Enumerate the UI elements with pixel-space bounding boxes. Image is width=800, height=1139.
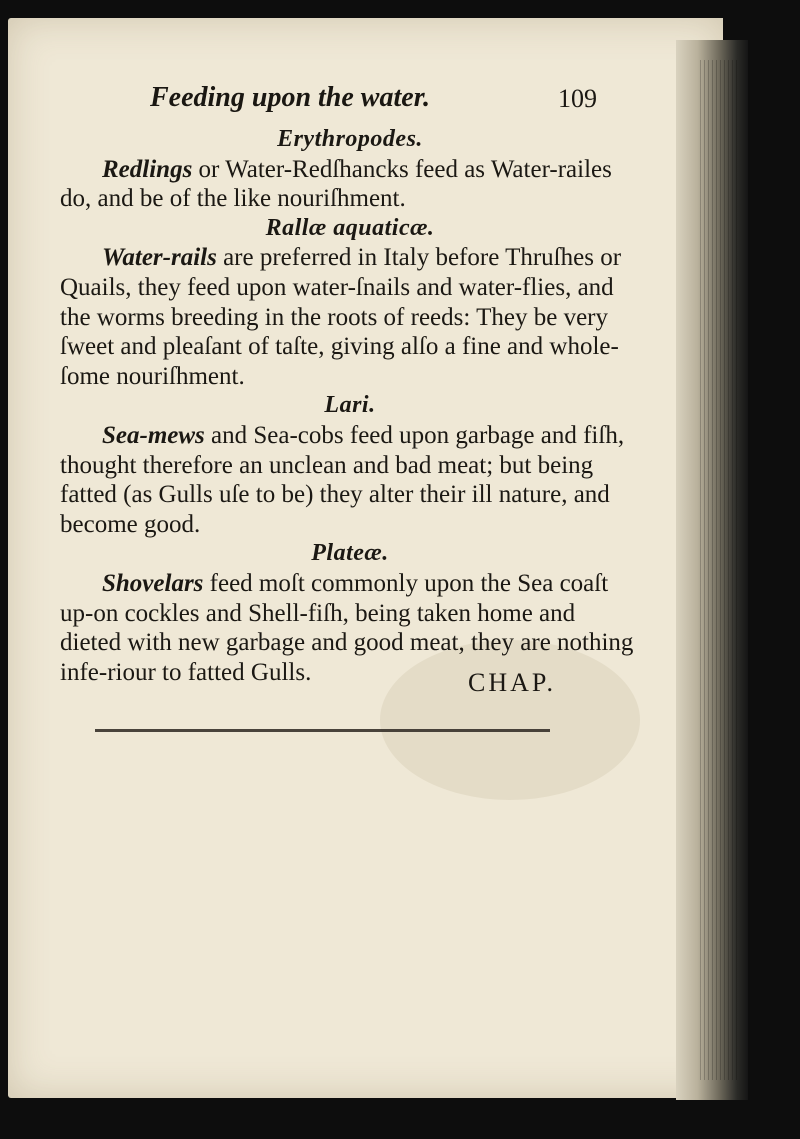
catchword: CHAP. [468,668,556,697]
running-head-title: Feeding upon the water. [150,82,431,113]
paragraph-text: feed moſt commonly upon the Sea coaſt up-on cockles and Shell-fiſh, being taken home and dieted with new garbage and good meat, they are nothing infe-riour to fatted Gulls. [60,569,634,686]
paragraph-text: and Sea-cobs feed upon garbage and fiſh, thought therefore an unclean and bad meat; but being fatted (as Gulls uſe to be) they alter their ill nature, and become good. [60,421,625,538]
paragraph [60,155,640,214]
running-head [150,82,670,118]
page-edges [700,60,740,1080]
body-text [60,125,640,687]
section-heading: Erythropodes. [277,126,423,152]
section-heading: Plateæ. [311,540,389,567]
paragraph [60,243,640,391]
paragraph-text: or Water-Redſhancks feed as Water-railes do, and be of the like nouriſhment. [60,155,612,213]
paragraph-lead: Shovelars [102,569,204,597]
paragraph-text: are preferred in Italy before Thruſhes or Quails, they feed upon water-ſnails and water-flies, and the worms breeding in the roots of reeds: They be very ſweet and pleaſant of taſte, giving alſo a fine and whole-ſome nouriſhment. [60,244,622,390]
section-heading: Lari. [324,392,376,419]
divider-rule [95,729,550,732]
paragraph-lead: Water-rails [102,244,217,272]
paragraph-lead: Redlings [102,155,193,183]
page-number: 109 [558,84,597,113]
paragraph-lead: Sea-mews [102,421,205,449]
paragraph [60,421,640,539]
section-heading: Rallæ aquaticæ. [265,214,435,241]
